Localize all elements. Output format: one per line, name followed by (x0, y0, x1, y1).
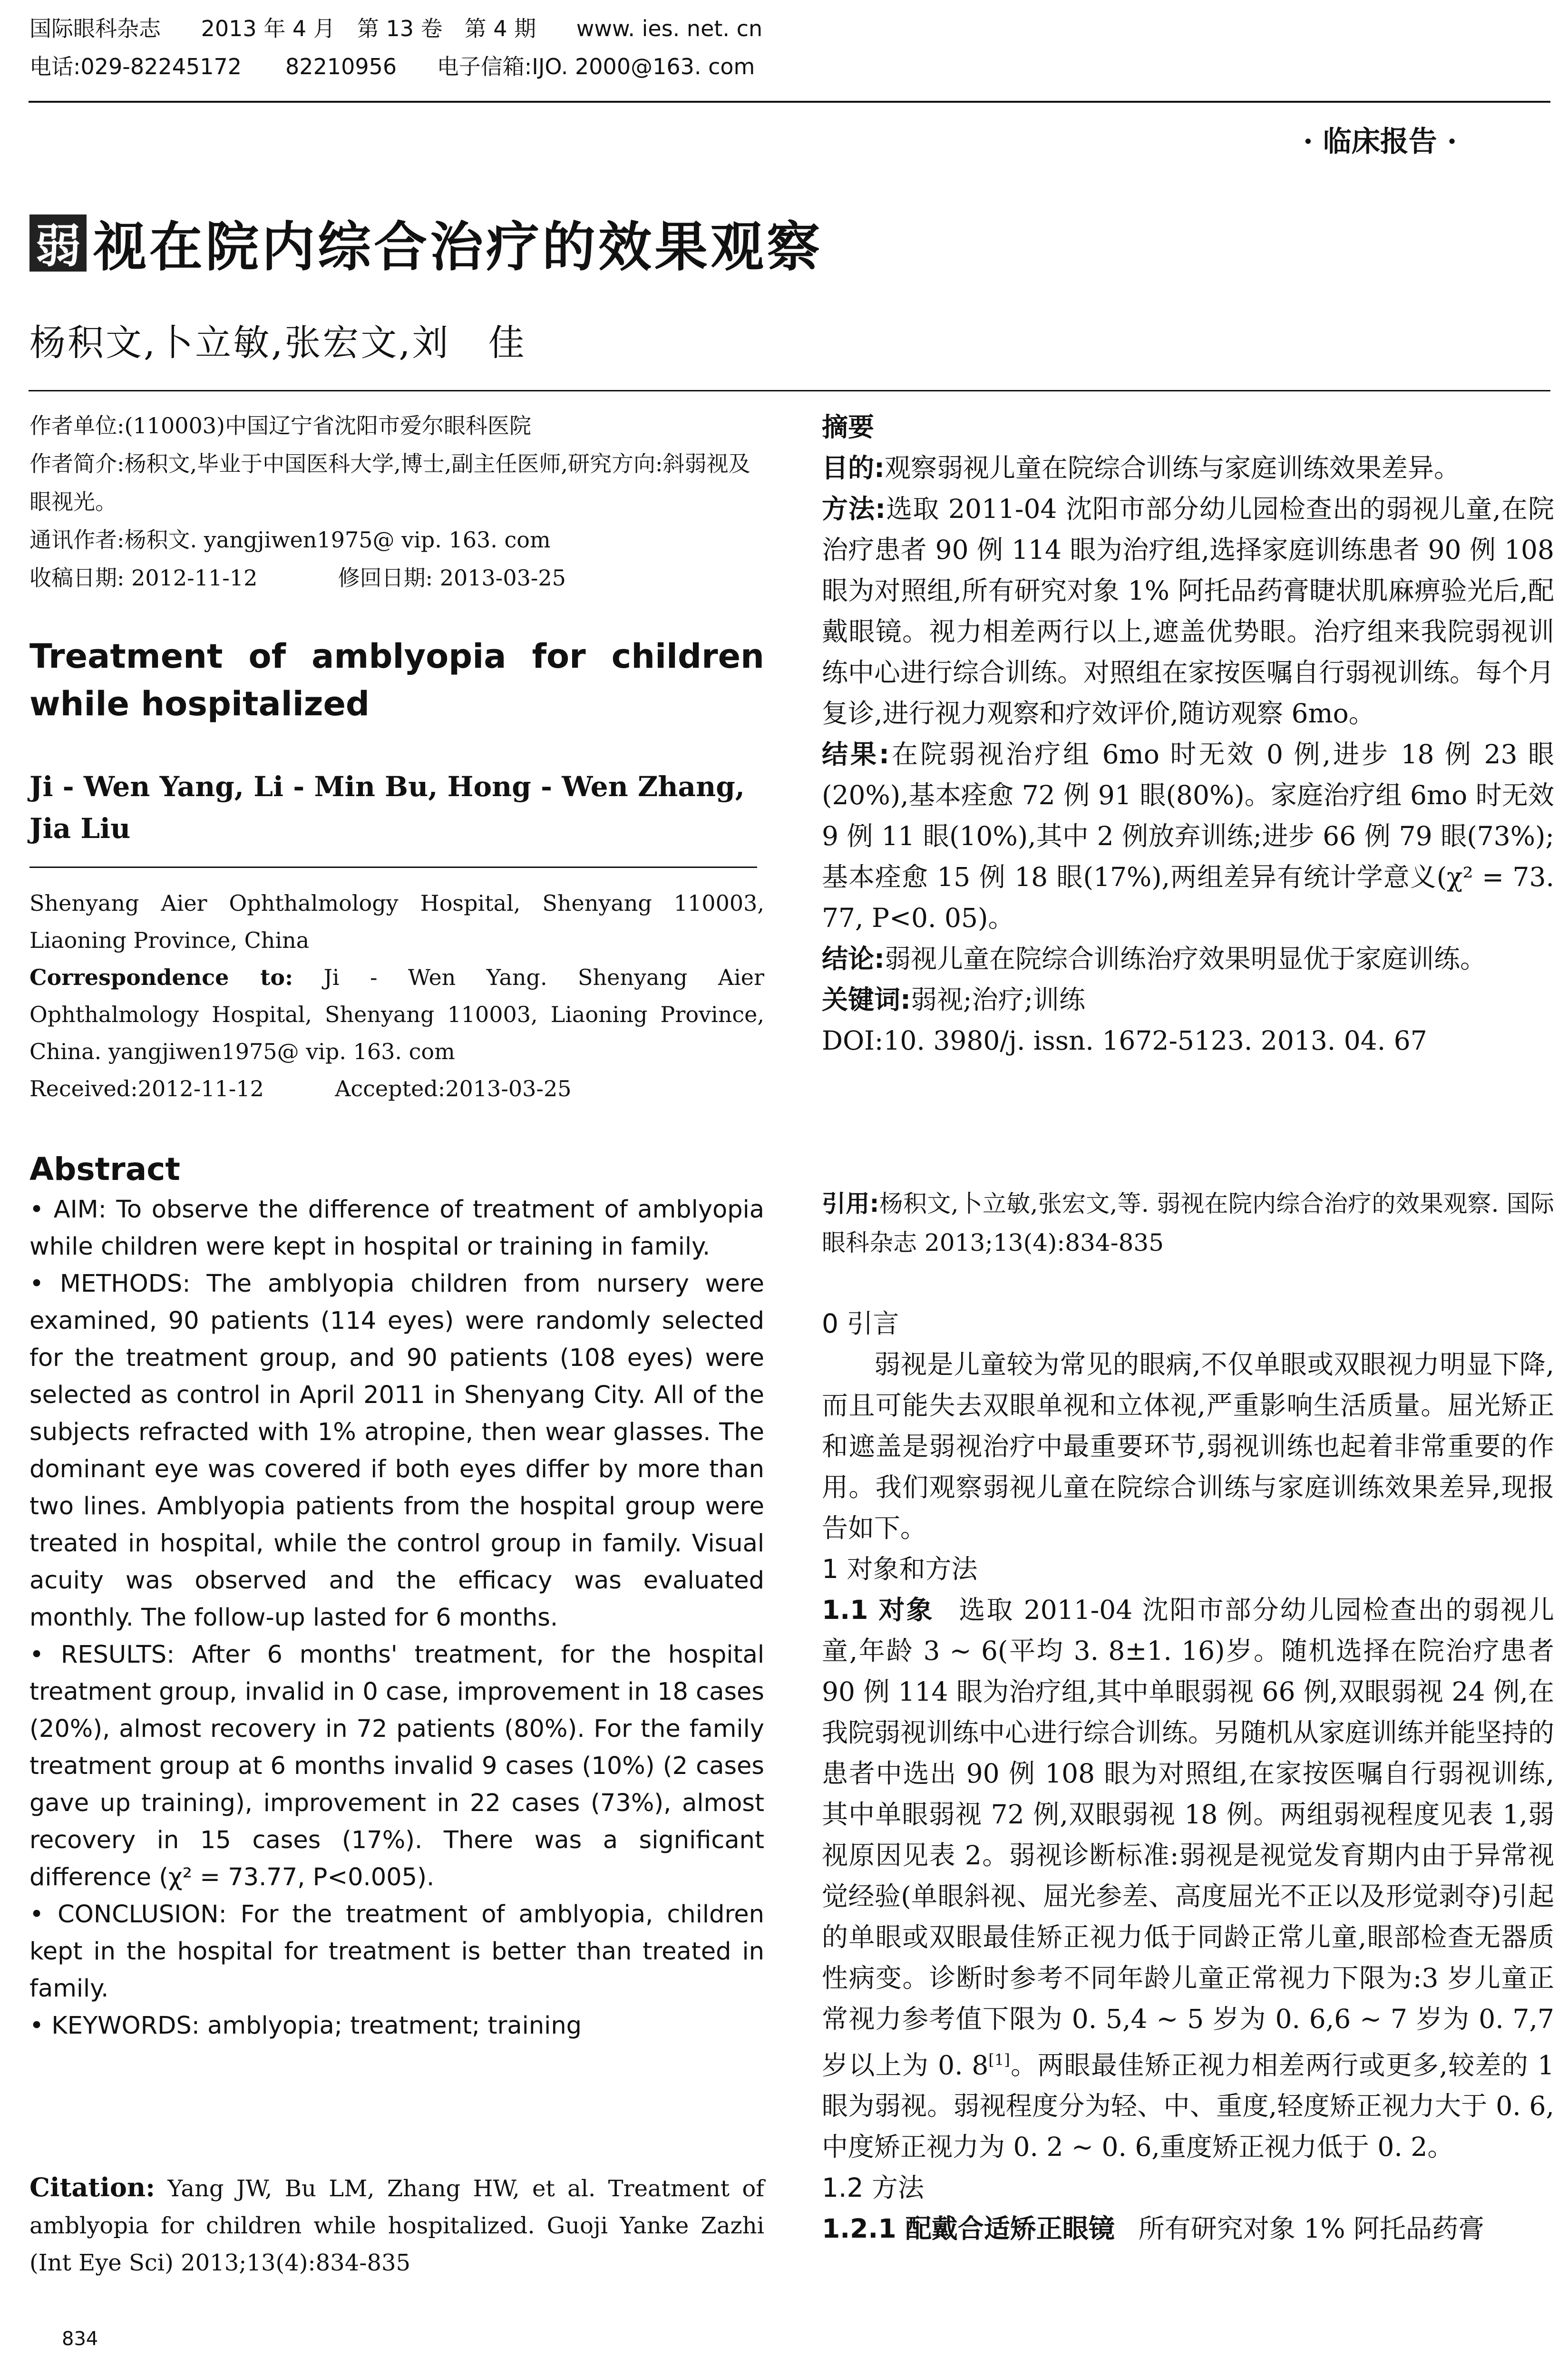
citation-cn-label: 引用: (822, 1190, 879, 1218)
english-title: Treatment of amblyopia for children while hospitalized (29, 637, 764, 723)
section-1-1-text: 选取 2011-04 沈阳市部分幼儿园检查出的弱视儿童,年龄 3 ~ 6(平均 3. 8±1. 16)岁。随机选择在院治疗患者 90 例 114 眼为治疗组,其中单眼弱视 66 例,双眼弱视 24 例,在我院弱视训练中心进行综合训练。另随机从家庭训练并能坚持的患者中选出 90 例 108 眼为对照组,在家按医嘱自行弱视训练,其中单眼弱视 72 例,双眼弱视 18 例。两组弱视程度见表 1,弱视原因见表 2。弱视诊断标准:弱视是视觉发育期内由于异常视觉经验(单眼斜视、屈光参差、高度屈光不正以及形觉剥夺)引起的单眼或双眼最佳矫正视力低于同龄正常儿童,眼部检查无器质性病变。诊断时参考不同年龄儿童正常视力下限为:3 岁儿童正常视力参考值下限为 0. 5,4 ~ 5 岁为 0. 6,6 ~ 7 岁为 0. 7,7 岁以上为 0. 8 (822, 1595, 1555, 2081)
english-authors-rule (29, 867, 757, 868)
dates-cn (29, 559, 764, 597)
journal-header-line2 (29, 48, 788, 86)
doi: DOI:10. 3980/j. issn. 1672-5123. 2013. 04. 67 (822, 1025, 1427, 1056)
section-tag: · 临床报告 · (1303, 125, 1457, 158)
journal-email: 电子信箱:IJO. 2000@163. com (437, 54, 755, 79)
abstract-cn-conclusion (822, 938, 1554, 979)
section-1-1 (822, 1589, 1554, 2167)
section-1-2-1-label: 1.2.1 配戴合适矫正眼镜 (822, 2213, 1115, 2244)
journal-phone: 电话:029-82245172 82210956 (29, 54, 397, 79)
english-authors: Ji - Wen Yang, Li - Min Bu, Hong - Wen Zhang, Jia Liu (29, 770, 745, 845)
abstract-methods: • METHODS: The amblyopia children from nursery were examined, 90 patients (114 eyes) were randomly selected for the treatment group, and 90 patients (108 eyes) were selected as control in April 2011 in Shenyang City. All of the subjects refracted with 1% atropine, then wear glasses. The dominant eye was covered if both eyes differ by more than two lines. Amblyopia patients from the hospital group were treated in hospital, while the control group in family. Visual acuity was observed and the efficacy was evaluated monthly. The follow-up lasted for 6 months. (29, 1270, 764, 1632)
title-text: 视在院内综合治疗的效果观察 (93, 216, 823, 278)
english-affiliation-block (29, 885, 764, 1107)
section-1-2-1-text: 所有研究对象 1% 阿托品药膏 (1138, 2213, 1484, 2244)
body-text (822, 1303, 1554, 2249)
section-1-2-heading: 1.2 方法 (822, 2172, 924, 2203)
page-number: 834 (62, 2328, 98, 2350)
abstract-cn-aim (822, 448, 1554, 488)
received-en: Received:2012-11-12 (29, 1076, 264, 1101)
english-affiliation: Shenyang Aier Ophthalmology Hospital, Shenyang 110003, Liaoning Province, China (29, 890, 764, 953)
intro-text: 弱视是儿童较为常见的眼病,不仅单眼或双眼视力明显下降,而且可能失去双眼单视和立体视,严重影响生活质量。屈光矫正和遮盖是弱视治疗中最重要环节,弱视训练也起着非常重要的作用。我们观察弱视儿童在院综合训练与家庭训练效果差异,现报告如下。 (822, 1349, 1554, 1543)
abstract-cn-keywords (822, 979, 1554, 1020)
authors-rule (29, 390, 1550, 391)
abstract-cn-heading: 摘要 (822, 412, 875, 442)
results-cn-label: 结果: (822, 739, 890, 770)
conclusion-cn-label: 结论: (822, 944, 885, 974)
abstract-results: • RESULTS: After 6 months' treatment, for the hospital treatment group, invalid in 0 case, improvement in 18 cases (20%), almost recovery in 72 patients (80%). For the family treatment group at 6 months invalid 9 cases (10%) (2 cases gave up training), improvement in 22 cases (73%), almost recovery in 15 cases (17%). There was a significant difference (χ² = 73.77, P<0.005). (29, 1641, 764, 1891)
english-abstract (29, 1191, 764, 2045)
author-correspondence: 通讯作者:杨积文. yangjiwen1975@ vip. 163. com (29, 527, 551, 553)
english-dates (29, 1070, 764, 1107)
abstract-conclusion: • CONCLUSION: For the treatment of amblyopia, children kept in the hospital for treatment is better than treated in family. (29, 1900, 764, 2003)
english-citation (29, 2169, 764, 2281)
keywords-cn-text: 弱视;治疗;训练 (911, 984, 1086, 1015)
aim-cn-label: 目的: (822, 453, 885, 483)
author-bio: 作者简介:杨积文,毕业于中国医科大学,博士,副主任医师,研究方向:斜弱视及眼视光。 (29, 451, 750, 515)
received-cn: 收稿日期: 2012-11-12 (29, 565, 258, 591)
keywords-cn-label: 关键词: (822, 984, 911, 1015)
citation-cn (822, 1184, 1554, 1262)
revised-cn: 修回日期: 2013-03-25 (338, 565, 566, 591)
author-info (29, 407, 764, 597)
authors-cn: 杨积文,卜立敏,张宏文,刘 佳 (29, 321, 526, 364)
journal-website: www. ies. net. cn (576, 16, 763, 41)
title-first-char: 弱 (29, 214, 87, 272)
header-rule (29, 101, 1550, 103)
citation-ref: [1] (988, 2051, 1010, 2069)
citation-label: Citation: (29, 2172, 156, 2202)
abstract-aim: • AIM: To observe the difference of treatment of amblyopia while children were kept in hospital or training in family. (29, 1196, 764, 1261)
abstract-cn-methods (822, 488, 1554, 734)
abstract-heading: Abstract (29, 1151, 180, 1188)
citation-cn-text: 杨积文,卜立敏,张宏文,等. 弱视在院内综合治疗的效果观察. 国际眼科杂志 2013;13(4):834-835 (822, 1190, 1554, 1257)
results-cn-text: 在院弱视治疗组 6mo 时无效 0 例,进步 18 例 23 眼(20%),基本痊愈 72 例 91 眼(80%)。家庭治疗组 6mo 时无效 9 例 11 眼(10%),其中 2 例放弃训练;进步 66 例 79 眼(73%);基本痊愈 15 例 18 眼(17%),两组差异有统计学意义(χ² = 73. 77, P<0. 05)。 (822, 739, 1554, 933)
intro-heading: 0 引言 (822, 1308, 899, 1339)
correspondence-text: Ji - Wen Yang. Shenyang Aier Ophthalmology Hospital, Shenyang 110003, Liaoning Province, China. yangjiwen1975@ vip. 163. com (29, 964, 764, 1064)
journal-issue: 2013 年 4 月 第 13 卷 第 4 期 (201, 16, 536, 41)
accepted-en: Accepted:2013-03-25 (335, 1076, 572, 1101)
journal-header-line1 (29, 10, 796, 48)
author-unit: 作者单位:(110003)中国辽宁省沈阳市爱尔眼科医院 (29, 413, 531, 438)
english-correspondence (29, 959, 764, 1070)
methods-cn-text: 选取 2011-04 沈阳市部分幼儿园检查出的弱视儿童,在院治疗患者 90 例 114 眼为治疗组,选择家庭训练患者 90 例 108 眼为对照组,所有研究对象 1% 阿托品药膏睫状肌麻痹验光后,配戴眼镜。视力相差两行以上,遮盖优势眼。治疗组来我院弱视训练中心进行综合训练。对照组在家按医嘱自行弱视训练。每个月复诊,进行视力观察和疗效评价,随访观察 6mo。 (822, 494, 1555, 729)
article-title (29, 205, 823, 281)
journal-name: 国际眼科杂志 (29, 16, 161, 41)
methods-heading: 1 对象和方法 (822, 1554, 978, 1584)
abstract-keywords: • KEYWORDS: amblyopia; treatment; training (29, 2012, 582, 2040)
citation-text: Yang JW, Bu LM, Zhang HW, et al. Treatment of amblyopia for children while hospitalized. Guoji Yanke Zazhi (Int Eye Sci) 2013;13(4):834-835 (29, 2175, 764, 2276)
chinese-abstract (822, 407, 1554, 1061)
abstract-cn-results (822, 734, 1554, 938)
section-1-1-label: 1.1 对象 (822, 1595, 934, 1625)
conclusion-cn-text: 弱视儿童在院综合训练治疗效果明显优于家庭训练。 (885, 944, 1487, 974)
aim-cn-text: 观察弱视儿童在院综合训练与家庭训练效果差异。 (885, 453, 1461, 483)
correspondence-label: Correspondence to: (29, 964, 293, 990)
section-1-1-text-2: 。两眼最佳矫正视力相差两行或更多,较差的 1 眼为弱视。弱视程度分为轻、中、重度,轻度矫正视力大于 0. 6,中度矫正视力为 0. 2 ~ 0. 6,重度矫正视力低于 0. 2。 (822, 2050, 1554, 2163)
methods-cn-label: 方法: (822, 494, 886, 524)
section-1-2-1 (822, 2208, 1554, 2249)
